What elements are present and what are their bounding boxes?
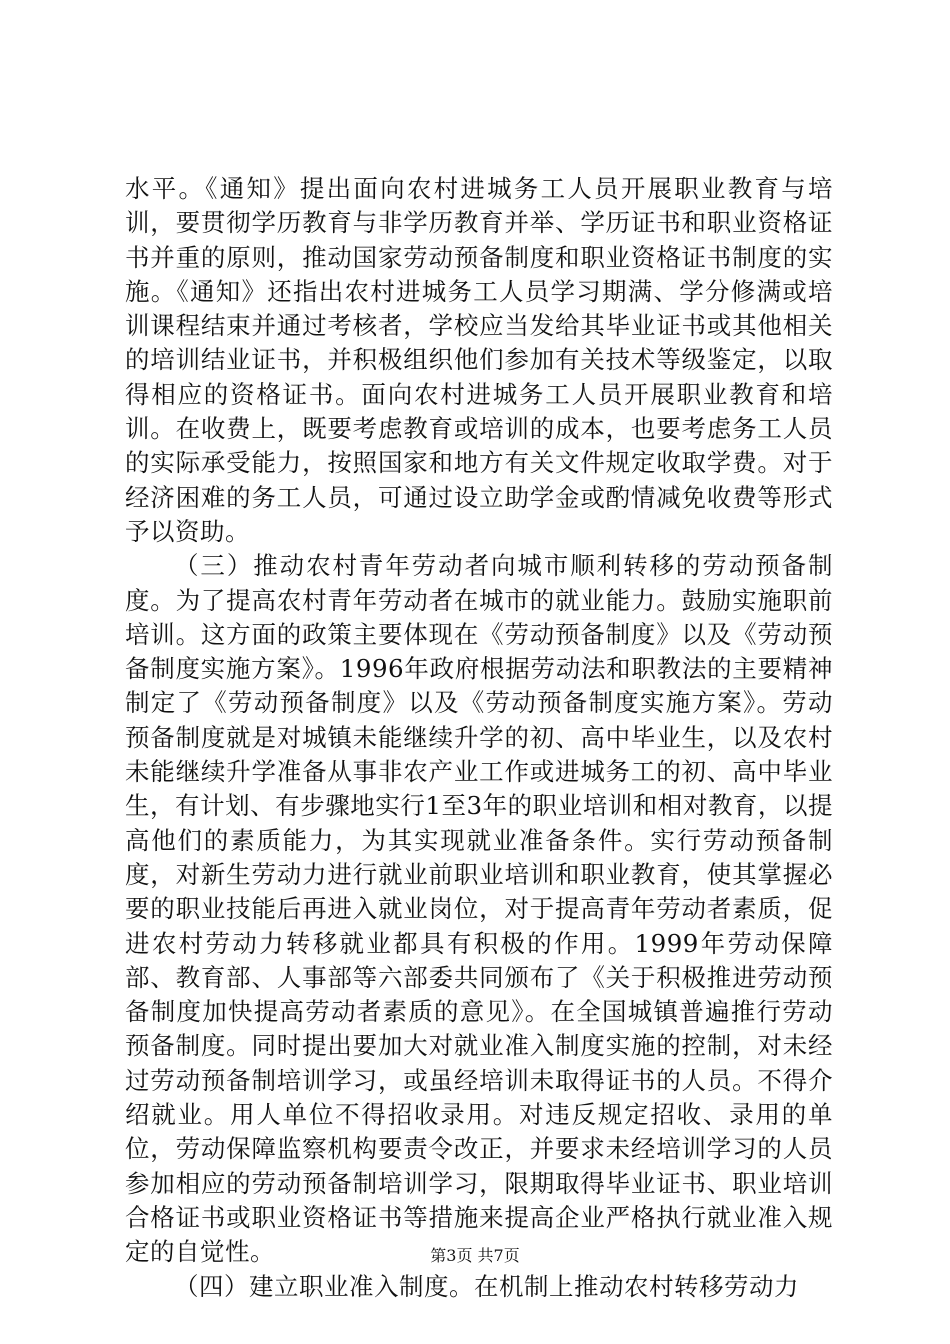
page-number-footer: 第3页 共7页 (430, 1246, 520, 1265)
paragraph-1: 水平。《通知》提出面向农村进城务工人员开展职业教育与培训，要贯彻学历教育与非学历教育并举、学历证书和职业资格证书并重的原则，推动国家劳动预备制度和职业资格证书制度的实施。《通知》还指出农村进城务工人员学习期满、学分修满或培训课程结束并通过考核者，学校应当发给其毕业证书或其他相关的培训结业证书，并积极组织他们参加有关技术等级鉴定，以取得相应的资格证书。面向农村进城务工人员开展职业教育和培训。在收费上，既要考虑教育或培训的成本，也要考虑务工人员的实际承受能力，按照国家和地方有关文件规定收取学费。对于经济困难的务工人员，可通过设立助学金或酌情减免收费等形式予以资助。 (125, 174, 833, 546)
document-body (125, 172, 833, 1304)
paragraph-3: （四）建立职业准入制度。在机制上推动农村转移劳动力 (174, 1271, 799, 1301)
paragraph-2: （三）推动农村青年劳动者向城市顺利转移的劳动预备制度。为了提高农村青年劳动者在城市的就业能力。鼓励实施职前培训。这方面的政策主要体现在《劳动预备制度》以及《劳动预备制度实施方案》。1996年政府根据劳动法和职教法的主要精神制定了《劳动预备制度》以及《劳动预备制度实施方案》。劳动预备制度就是对城镇未能继续升学的初、高中毕业生，以及农村未能继续升学准备从事非农产业工作或进城务工的初、高中毕业生，有计划、有步骤地实行1至3年的职业培训和相对教育，以提高他们的素质能力，为其实现就业准备条件。实行劳动预备制度，对新生劳动力进行就业前职业培训和职业教育，使其掌握必要的职业技能后再进入就业岗位，对于提高青年劳动者素质，促进农村劳动力转移就业都具有积极的作用。1999年劳动保障部、教育部、人事部等六部委共同颁布了《关于积极推进劳动预备制度加快提高劳动者素质的意见》。在全国城镇普遍推行劳动预备制度。同时提出要加大对就业准入制度实施的控制，对未经过劳动预备制培训学习，或虽经培训未取得证书的人员。不得介绍就业。用人单位不得招收录用。对违反规定招收、录用的单位，劳动保障监察机构要责令改正，并要求未经培训学习的人员参加相应的劳动预备制培训学习，限期取得毕业证书、职业培训合格证书或职业资格证书等措施来提高企业严格执行就业准入规定的自觉性。 (125, 551, 833, 1267)
